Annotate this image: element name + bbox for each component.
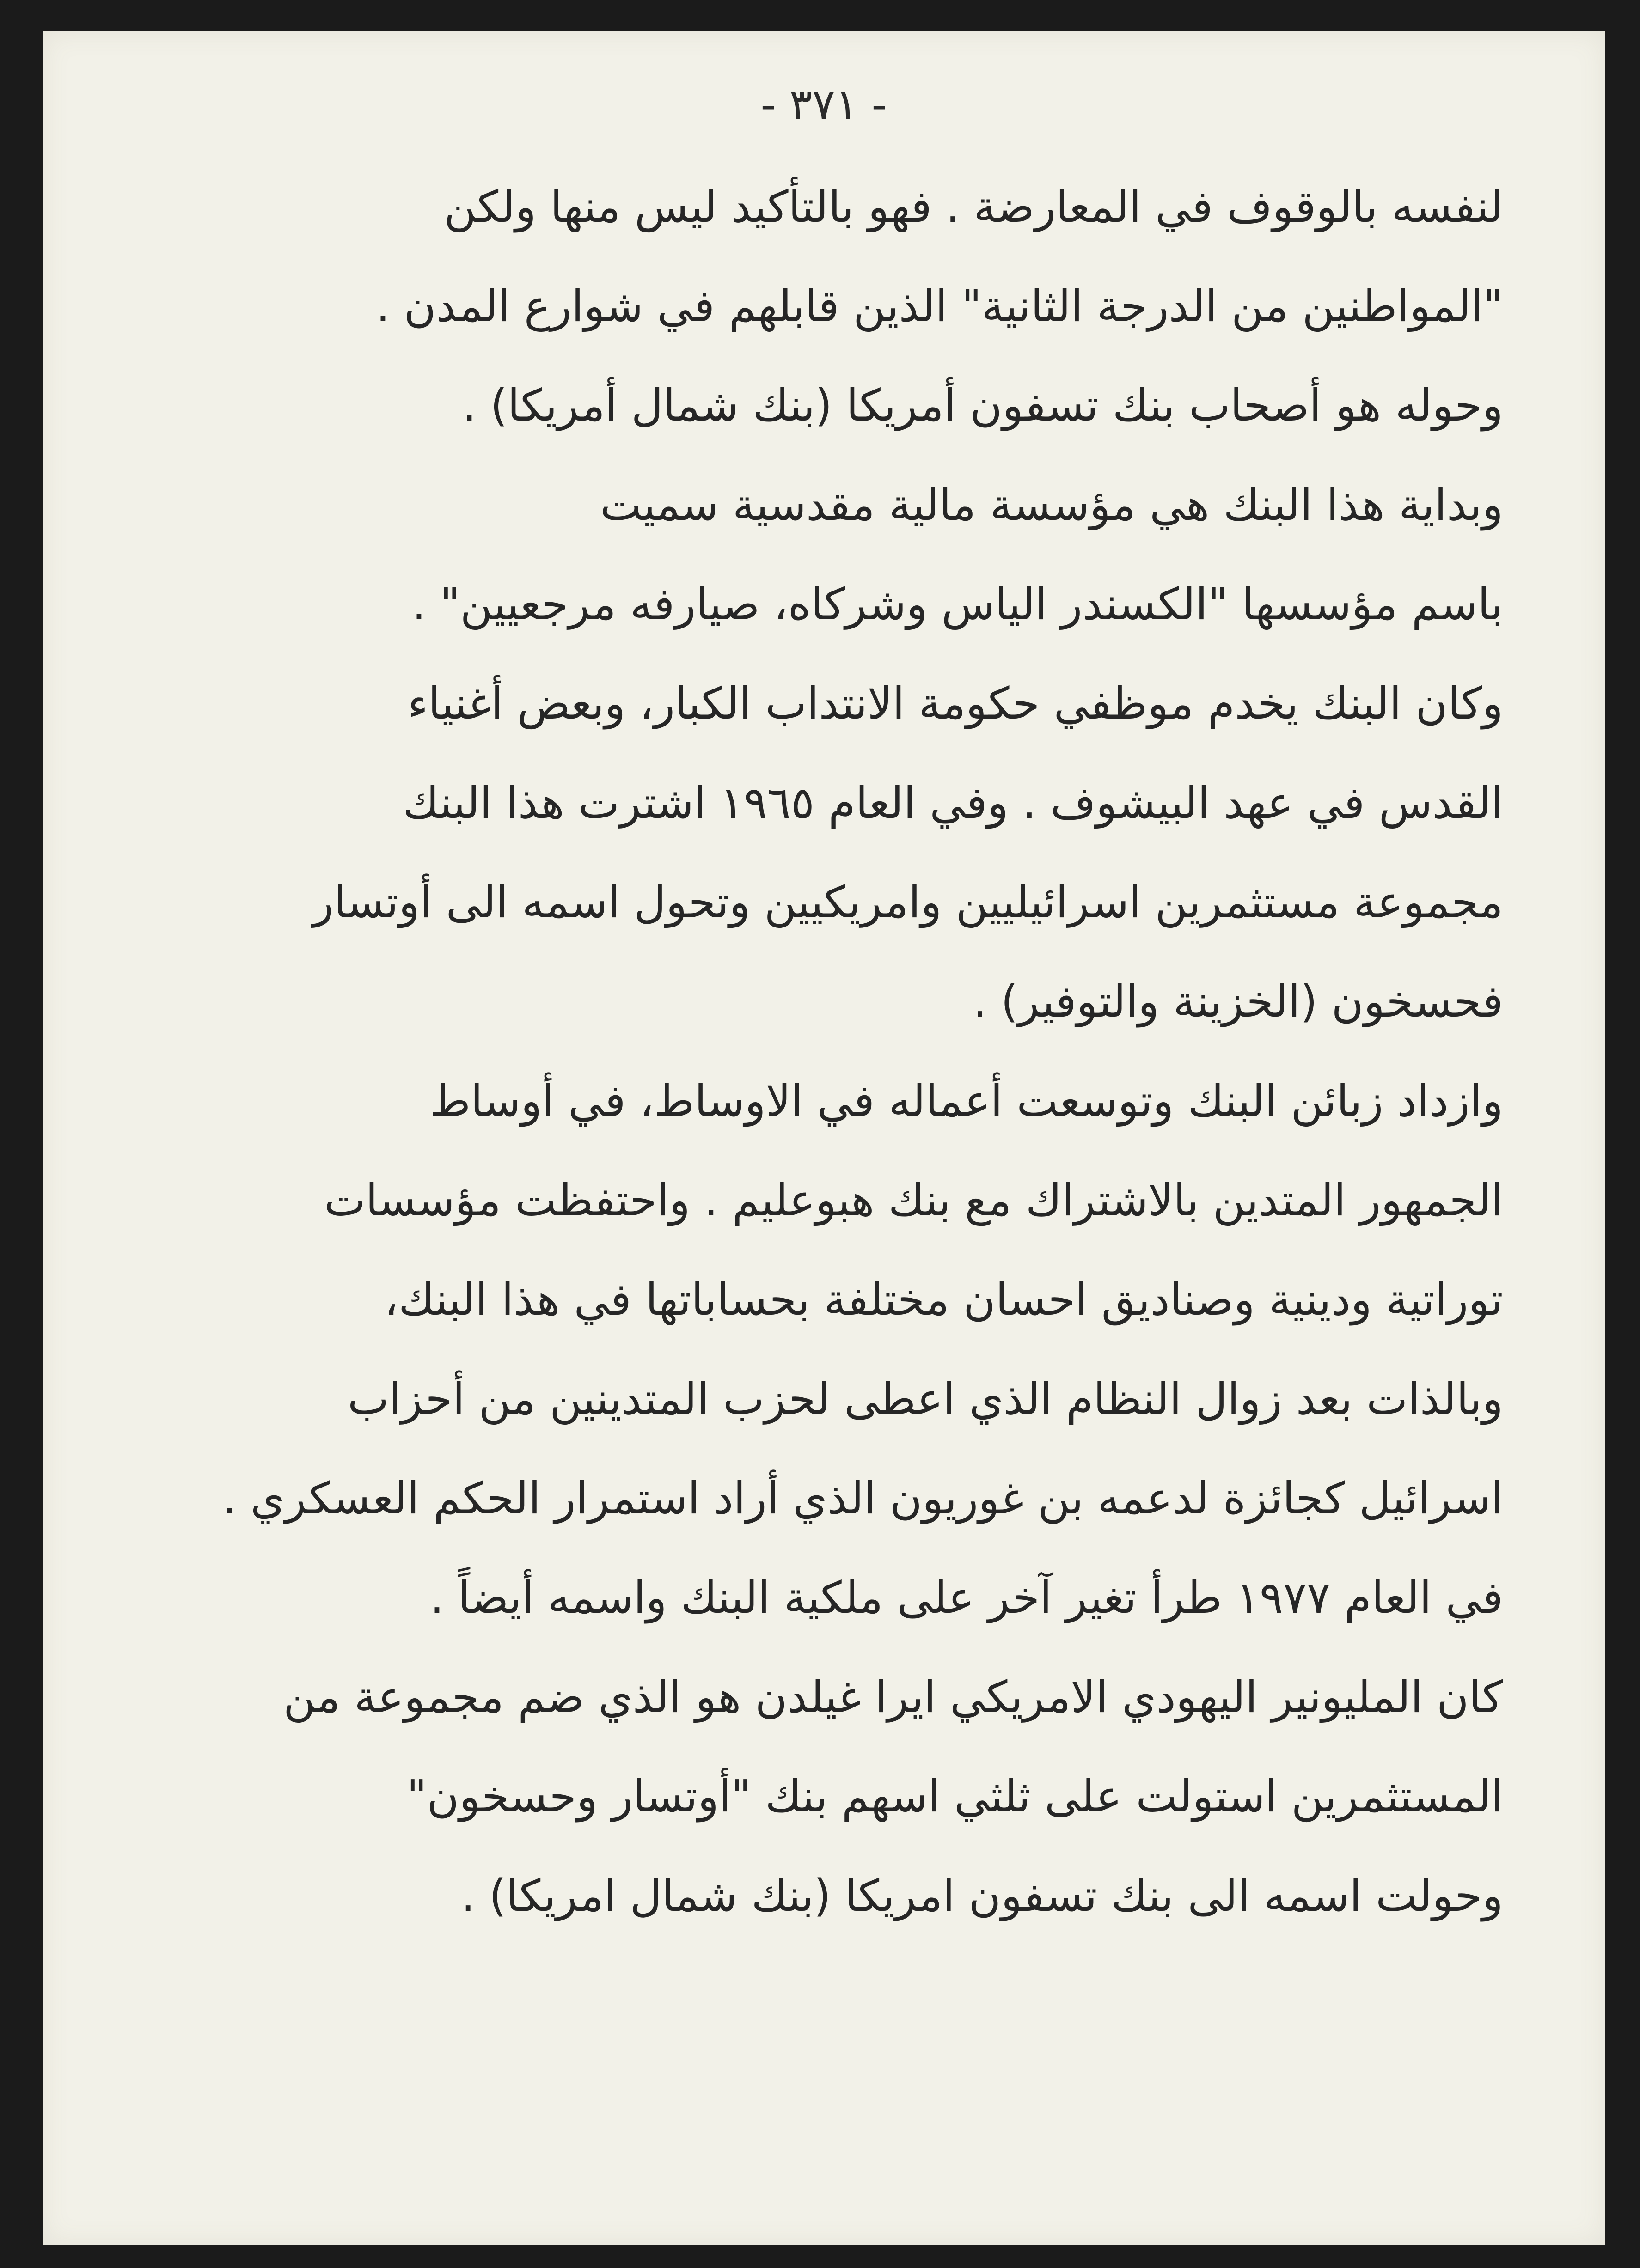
text-line: وحولت اسمه الى بنك تسفون امريكا (بنك شمال امريكا) .	[461, 1871, 1503, 1921]
text-line: وبالذات بعد زوال النظام الذي اعطى لحزب المتدينين من أحزاب	[347, 1374, 1503, 1425]
manuscript-page	[43, 31, 1605, 2245]
text-line: وبداية هذا البنك هي مؤسسة مالية مقدسية سميت	[600, 480, 1503, 530]
text-line: وكان البنك يخدم موظفي حكومة الانتداب الكبار، وبعض أغنياء	[407, 678, 1503, 729]
text-line: فحسخون (الخزينة والتوفير) .	[973, 976, 1503, 1027]
text-line: المستثمرين استولت على ثلثي اسهم بنك "أوتسار وحسخون"	[406, 1771, 1503, 1822]
text-line: الجمهور المتدين بالاشتراك مع بنك هبوعليم . واحتفظت مؤسسات	[324, 1175, 1503, 1226]
page-number: - ٣٧١ -	[760, 80, 887, 129]
text-line: لنفسه بالوقوف في المعارضة . فهو بالتأكيد ليس منها ولكن	[444, 182, 1503, 232]
text-line: القدس في عهد البيشوف . وفي العام ١٩٦٥ اشترت هذا البنك	[403, 778, 1503, 829]
text-line: وازداد زبائن البنك وتوسعت أعماله في الاوساط، في أوساط	[430, 1076, 1503, 1127]
handwritten-text	[116, 170, 1503, 1958]
text-line: كان المليونير اليهودي الامريكي ايرا غيلدن هو الذي ضم مجموعة من	[283, 1672, 1503, 1723]
text-line: وحوله هو أصحاب بنك تسفون أمريكا (بنك شمال أمريكا) .	[462, 380, 1503, 431]
text-line: باسم مؤسسها "الكسندر الياس وشركاه، صيارفه مرجعيين" .	[412, 579, 1503, 630]
text-line: "المواطنين من الدرجة الثانية" الذين قابلهم في شوارع المدن .	[376, 281, 1503, 332]
text-line: اسرائيل كجائزة لدعمه بن غوريون الذي أراد استمرار الحكم العسكري .	[222, 1473, 1503, 1524]
text-line: في العام ١٩٧٧ طرأ تغير آخر على ملكية البنك واسمه أيضاً .	[430, 1573, 1503, 1623]
text-line: مجموعة مستثمرين اسرائيليين وامريكيين وتحول اسمه الى أوتسار	[312, 877, 1503, 928]
text-line: توراتية ودينية وصناديق احسان مختلفة بحساباتها في هذا البنك،	[384, 1274, 1503, 1325]
